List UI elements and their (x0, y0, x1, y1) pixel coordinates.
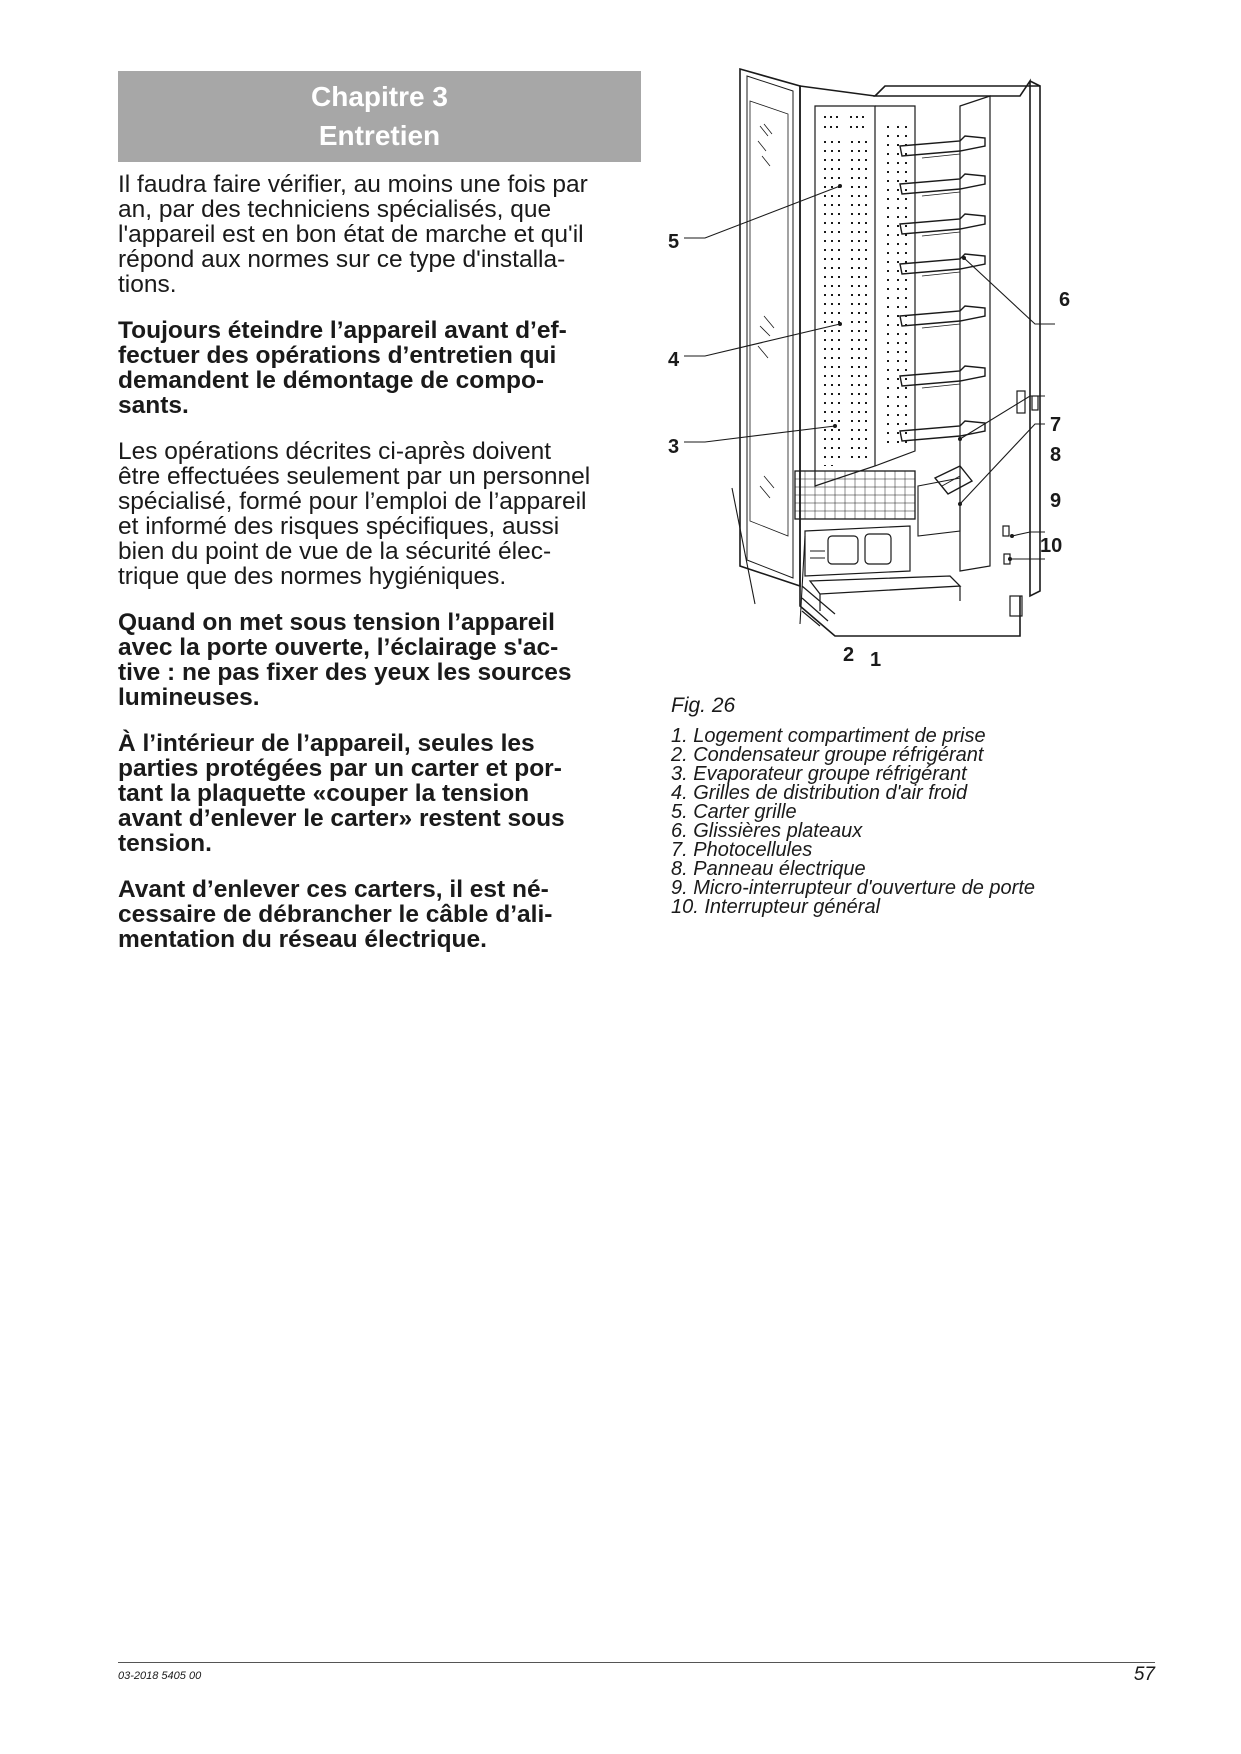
callout-2: 2 (843, 644, 855, 666)
callout-8: 8 (1050, 444, 1062, 466)
legend-item: 4. Grilles de distribution d'air froid (671, 782, 968, 804)
text-line: Toujours éteindre l’appareil avant d’ef- (118, 317, 567, 344)
callout-4: 4 (668, 349, 680, 371)
body-text (118, 172, 648, 973)
legend-item: 5. Carter grille (671, 801, 797, 823)
text-line: répond aux normes sur ce type d'installa- (118, 246, 566, 273)
paragraph-intro (118, 172, 648, 297)
text-line: parties protégées par un carter et por- (118, 755, 562, 782)
document-code: 03-2018 5405 00 (118, 1670, 202, 1682)
warning-unplug (118, 877, 648, 952)
legend-item: 6. Glissières plateaux (671, 820, 863, 842)
callout-9: 9 (1050, 490, 1062, 512)
callout-5: 5 (668, 231, 680, 253)
text-line: l'appareil est en bon état de marche et qu'il (118, 221, 584, 248)
text-line: Avant d’enlever ces carters, il est né- (118, 876, 549, 903)
callout-1: 1 (870, 649, 882, 671)
text-line: et informé des risques spécifiques, aussi (118, 513, 560, 540)
text-line: À l’intérieur de l’appareil, seules les (118, 730, 535, 757)
legend-item: 10. Interrupteur général (671, 896, 881, 918)
text-line: tension. (118, 830, 212, 857)
legend-item: 2. Condensateur groupe réfrigérant (671, 744, 984, 766)
legend-item: 3. Evaporateur groupe réfrigérant (671, 763, 967, 785)
text-line: cessaire de débrancher le câble d’ali- (118, 901, 553, 928)
callout-6: 6 (1059, 289, 1071, 311)
text-line: fectuer des opérations d’entretien qui (118, 342, 557, 369)
page-number: 57 (1133, 1664, 1155, 1685)
text-line: tions. (118, 271, 177, 298)
warning-live-parts (118, 731, 648, 856)
legend-item: 8. Panneau électrique (671, 858, 866, 880)
paragraph-qualified-staff (118, 439, 648, 589)
footer-rule (118, 1662, 1155, 1663)
text-line: tant la plaquette «couper la tension (118, 780, 530, 807)
text-line: avec la porte ouverte, l’éclairage s'ac- (118, 634, 559, 661)
text-line: mentation du réseau électrique. (118, 926, 487, 953)
chapter-number: Chapitre 3 (311, 81, 448, 112)
text-line: bien du point de vue de la sécurité élec- (118, 538, 552, 565)
warning-lighting (118, 610, 648, 710)
callout-10: 10 (1040, 535, 1063, 557)
text-line: spécialisé, formé pour l’emploi de l’appareil (118, 488, 587, 515)
chapter-header (118, 71, 641, 162)
chapter-title: Entretien (318, 120, 441, 151)
warning-power-off (118, 318, 648, 418)
text-line: demandent le démontage de compo- (118, 367, 545, 394)
figure-caption: Fig. 26 (671, 694, 736, 717)
text-line: tive : ne pas fixer des yeux les sources (118, 659, 572, 686)
text-line: être effectuées seulement par un personnel (118, 463, 591, 490)
text-line: Les opérations décrites ci-après doivent (118, 438, 552, 465)
text-line: trique que des normes hygiéniques. (118, 563, 507, 590)
text-line: Quand on met sous tension l’appareil (118, 609, 555, 636)
figure-legend (671, 727, 1121, 917)
callout-3: 3 (668, 436, 680, 458)
text-line: Il faudra faire vérifier, au moins une fois par (118, 171, 588, 198)
text-line: an, par des techniciens spécialisés, que (118, 196, 552, 223)
legend-item: 9. Micro-interrupteur d'ouverture de porte (671, 877, 1035, 899)
callout-7: 7 (1050, 414, 1062, 436)
machine-illustration (660, 66, 1100, 686)
legend-item: 1. Logement compartiment de prise (671, 725, 986, 747)
text-line: sants. (118, 392, 189, 419)
text-line: avant d’enlever le carter» restent sous (118, 805, 565, 832)
legend-item: 7. Photocellules (671, 839, 813, 861)
text-line: lumineuses. (118, 684, 260, 711)
